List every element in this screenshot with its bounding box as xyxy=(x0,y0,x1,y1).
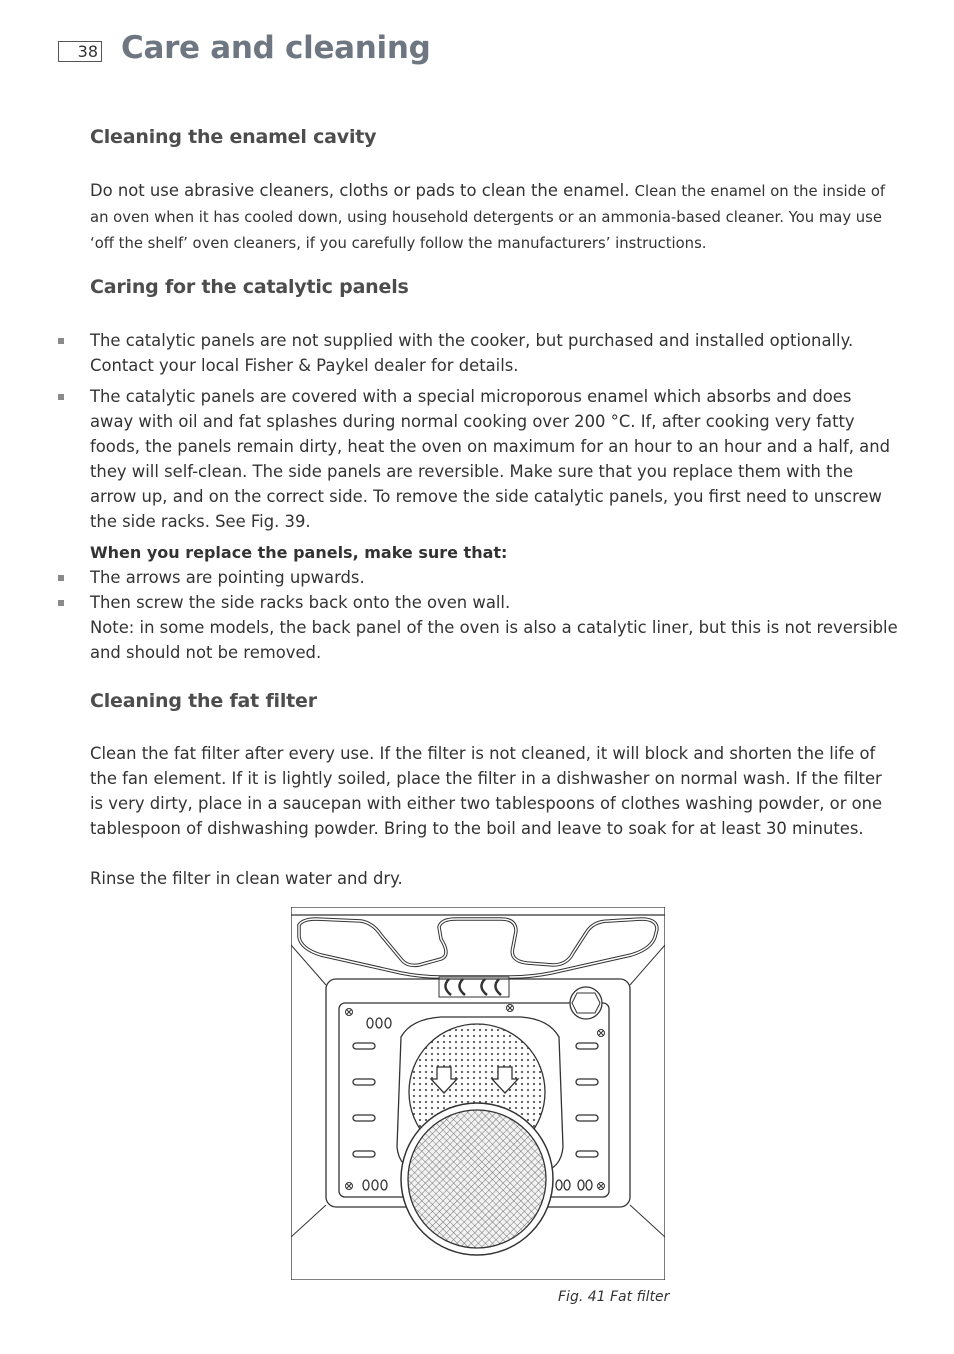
replace-intro: When you replace the panels, make sure that: xyxy=(90,543,508,562)
catalytic-bullet-1: The catalytic panels are not supplied with the cooker, but purchased and installed optionally. Contact your local Fisher & Paykel dealer for details. xyxy=(90,331,854,375)
heading-fat-filter: Cleaning the fat filter xyxy=(90,690,317,712)
bullet-marker xyxy=(58,575,64,581)
fat-filter-paragraph: Clean the fat filter after every use. If the filter is not cleaned, it will block and shorten the life of the fan element. If it is lightly soiled, place the filter in a dishwasher on normal wash. If the filter is very dirty, place in a saucepan with either two tablespoons of clothes washing powder, or one tablespoon of dishwashing powder. Bring to the boil and leave to soak for at least 30 minutes. xyxy=(90,744,883,838)
enamel-text-b: Clean the enamel on the inside of an oven when it has cooled down, using household detergents or an ammonia-based cleaner. You may use ‘off the shelf’ oven cleaners, if you carefully follow the manufacturers’ instructions. xyxy=(90,183,886,252)
enamel-paragraph xyxy=(90,178,898,256)
replace-check-1: The arrows are pointing upwards. xyxy=(90,568,365,587)
oven-fat-filter-illustration xyxy=(291,907,665,1280)
enamel-text-a: Do not use abrasive cleaners, cloths or pads to clean the enamel. xyxy=(90,181,630,200)
heading-enamel-cavity: Cleaning the enamel cavity xyxy=(90,126,377,148)
bullet-marker xyxy=(58,600,64,606)
heading-catalytic-panels: Caring for the catalytic panels xyxy=(90,276,409,298)
catalytic-note: Note: in some models, the back panel of the oven is also a catalytic liner, but this is not reversible and should not be removed. xyxy=(90,618,898,662)
catalytic-bullet-2: The catalytic panels are covered with a special microporous enamel which absorbs and does away with oil and fat splashes during normal cooking over 200 °C. If, after cooking very fatty foods, the panels remain dirty, heat the oven on maximum for an hour to an hour and a half, and they will self-clean. The side panels are reversible. Make sure that you replace them with the arrow up, and on the correct side. To remove the side catalytic panels, you first need to unscrew the side racks. See Fig. 39. xyxy=(90,387,891,531)
bullet-marker xyxy=(58,394,64,400)
page-title: Care and cleaning xyxy=(121,30,431,66)
bullet-marker xyxy=(58,338,64,344)
replace-check-2: Then screw the side racks back onto the oven wall. xyxy=(90,593,511,612)
page-number: 38 xyxy=(58,41,102,62)
fat-filter-rinse: Rinse the filter in clean water and dry. xyxy=(90,869,403,888)
figure-caption: Fig. 41 Fat filter xyxy=(558,1289,670,1305)
